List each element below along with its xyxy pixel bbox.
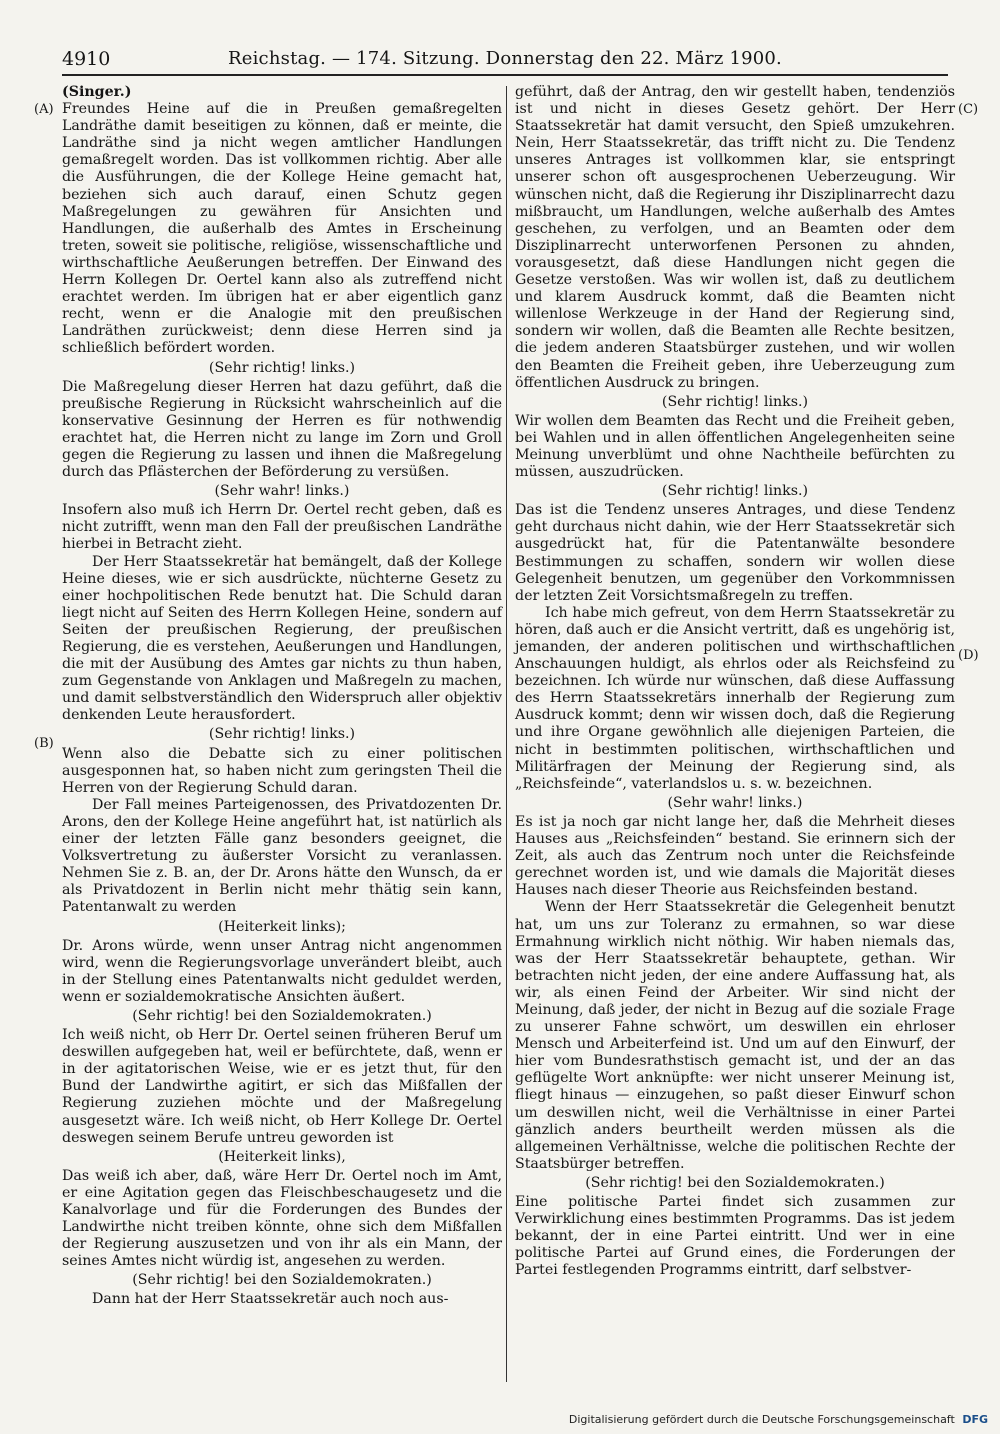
paragraph: Insofern also muß ich Herrn Dr. Oertel recht geben, daß es nicht zutrifft, wenn man den Fall der preußischen Landräthe hierbei in Betracht zieht. (62, 502, 502, 553)
paragraph: Wir wollen dem Beamten das Recht und die Freiheit geben, bei Wahlen und in allen öffentlichen Angelegenheiten seine Meinung unverblümt und ohne Nachtheile befürchten zu müssen, auszudrücken. (515, 412, 955, 481)
interjection: (Sehr richtig! bei den Sozialdemokraten.) (132, 1007, 432, 1024)
interjection: (Heiterkeit links); (218, 918, 346, 935)
paragraph: Wenn also die Debatte sich zu einer politischen ausgesponnen hat, so haben nicht zum geringsten Theil die Herren von der Regierung Schuld daran. (62, 745, 502, 796)
paragraph: Das ist die Tendenz unseres Antrages, und diese Tendenz geht durchaus nicht dahin, wie der Herr Staatssekretär sich ausgedrückt hat, für die Patentanwälte besondere Bestimmungen zu schaffen, sondern wir wollen diese Gelegenheit benutzen, um gegenüber den Vorkommnissen der letzten Zeit Vorsichtsmaßregeln zu treffen. (515, 502, 955, 604)
margin-mark-b: (B) (34, 736, 54, 751)
paragraph: Das weiß ich aber, daß, wäre Herr Dr. Oertel noch im Amt, er eine Agitation gegen das Fleischbeschaugesetz und die Kanalvorlage und für die Forderungen des Bundes der Landwirthe nicht treiben könnte, ohne sich dem Mißfallen der Regierung auszusetzen und von ihr als ein Mann, der seines Amtes nicht würdig ist, angesehen zu werden. (62, 1167, 502, 1270)
paragraph: geführt, daß der Antrag, den wir gestellt haben, tendenziös ist und nicht in dieses Gesetz gehört. Der Herr Staatssekretär hat damit versucht, den Spieß umzukehren. Nein, Herr Staatssekretär, das trifft nicht zu. Die Tendenz unseres Antrages ist vollkommen klar, sie entspringt unserer schon oft ausgesprochenen Ueberzeugung. Wir wünschen nicht, daß die Regierung ihr Disziplinarrecht dazu mißbraucht, um Handlungen, welche außerhalb des Amtes geschehen, zu verfolgen, und an Beamten oder dem Disziplinarrecht unterworfenen Personen zu ahnden, vorausgesetzt, daß diese Handlungen nicht gegen die Gesetze verstoßen. Was wir wollen ist, daß zu deutlichem und klarem Ausdruck kommt, daß die Beamten nicht willenlose Werkzeuge in der Hand der Regierung sind, sondern wir wollen, daß die Beamten alle Rechte besitzen, die jedem anderen Staatsbürger zustehen, und wir wollen den Beamten die Freiheit geben, ihre Ueberzeugung zum öffentlichen Ausdruck zu bringen. (515, 84, 955, 391)
paragraph: Es ist ja noch gar nicht lange her, daß die Mehrheit dieses Hauses aus „Reichsfeinden“ bestand. Sie erinnern sich der Zeit, als auch das Zentrum noch unter die Reichsfeinde gerechnet worden ist, und wie damals die Majorität dieses Hauses nach dieser Theorie aus Reichsfeinden bestand. (515, 813, 955, 899)
interjection: (Sehr richtig! links.) (208, 359, 356, 376)
interjection: (Sehr richtig! links.) (661, 483, 809, 500)
paragraph: Freundes Heine auf die in Preußen gemaßregelten Landräthe damit beseitigen zu können, daß er meinte, die Landräthe sind ja nicht wegen amtlicher Handlungen gemaßregelt worden. Das ist vollkommen richtig. Aber alle die Ausführungen, die der Kollege Heine gemacht hat, beziehen sich auch darauf, einen Schutz gegen Maßregelungen zu gewähren für Ansichten und Handlungen, die außerhalb des Amtes in Erscheinung treten, soweit sie politische, religiöse, wissenschaftliche und wirthschaftliche Aeußerungen betreffen. Der Einwand des Herrn Kollegen Dr. Oertel kann also als zutreffend nicht erachtet werden. Im übrigen hat er aber eigentlich ganz recht, wenn er die Analogie mit den preußischen Landräthen zurückweist; denn diese Herren sind ja schließlich befördert worden. (62, 101, 502, 357)
margin-mark-c: (C) (958, 102, 979, 117)
right-text-column (515, 84, 955, 1279)
paragraph: Eine politische Partei findet sich zusammen zur Verwirklichung eines bestimmten Programms. Das ist jedem bekannt, der in eine Partei eintritt. Und wer in eine politische Partei auf Grund eines, die Forderungen der Partei festlegenden Programms eintritt, darf selbstver- (515, 1194, 955, 1279)
interjection: (Sehr richtig! links.) (661, 393, 809, 410)
paragraph: Dann hat der Herr Staatssekretär auch noch aus- (92, 1291, 449, 1308)
dfg-logo: DFG (962, 1413, 988, 1426)
interjection: (Sehr richtig! bei den Sozialdemokraten.) (132, 1272, 432, 1289)
page-header (62, 44, 948, 76)
paragraph: Der Herr Staatssekretär hat bemängelt, daß der Kollege Heine dieses, wie er sich ausdrückte, nüchterne Gesetz zu einer hochpolitischen Rede benutzt hat. Die Schuld daran liegt nicht auf Seiten des Herrn Kollegen Heine, sondern auf Seiten der preußischen Regierung, der preußischen Regierung, die es verstehen, Aeußerungen und Handlungen, die mit der Ausübung des Amtes gar nichts zu thun haben, zum Gegenstande von Anklagen und Maßregeln zu machen, und damit selbstverständlich den Widerspruch aller objektiv denkenden Leute herausfordert. (62, 553, 502, 724)
paragraph: Die Maßregelung dieser Herren hat dazu geführt, daß die preußische Regierung in Rücksicht wahrscheinlich auf die konservative Gesinnung der Herren es für nothwendig erachtet hat, die Herren nicht zu lange im Zorn und Groll gegen die Regierung zu lassen und ihnen die Maßregelung durch das Pflästerchen der Beförderung zu versüßen. (62, 378, 502, 481)
interjection: (Sehr wahr! links.) (667, 794, 803, 811)
paragraph: Wenn der Herr Staatssekretär die Gelegenheit benutzt hat, um uns zur Toleranz zu ermahnen, so war diese Ermahnung wirklich nicht nöthig. Wir haben niemals das, was der Herr Staatssekretär behauptete, gethan. Wir betrachten nicht jeden, der eine andere Auffassung hat, als wir, als einen Feind der Arbeiter. Wir sind nicht der Meinung, daß jeder, der nicht in Bezug auf die soziale Frage zu unserer Fahne schwört, um deswillen ein ehrloser Mensch und Arbeiterfeind ist. Und um auf den Einwurf, der hier vom Bundesrathstisch gemacht ist, und der an das geflügelte Wort anknüpfte: wer nicht unserer Meinung ist, fliegt hinaus — einzugehen, so paßt dieser Einwurf schon um deswillen nicht, weil die Verhältnisse in einer Partei gänzlich anders beurtheilt werden müssen als die allgemeinen Verhältnisse, welche die politischen Rechte der Staatsbürger betreffen. (515, 899, 955, 1172)
column-divider (506, 86, 507, 1382)
page-number: 4910 (62, 48, 111, 70)
interjection: (Sehr richtig! links.) (208, 726, 356, 743)
interjection: (Heiterkeit links), (218, 1148, 346, 1165)
speaker-name: (Singer.) (62, 84, 132, 100)
left-text-column (62, 84, 502, 1309)
running-title: Reichstag. — 174. Sitzung. Donnerstag den 22. März 1900. (228, 48, 782, 69)
interjection: (Sehr richtig! bei den Sozialdemokraten.) (585, 1174, 885, 1191)
margin-mark-d: (D) (958, 648, 979, 663)
paragraph: Ich habe mich gefreut, von dem Herrn Staatssekretär zu hören, daß auch er die Ansicht vertritt, daß es ungehörig ist, jemanden, der anderen politischen und wirthschaftlichen Anschauungen huldigt, als ehrlos oder als Reichsfeind zu bezeichnen. Ich würde nur wünschen, daß diese Auffassung des Herrn Staatssekretärs innerhalb der Regierung zum Ausdruck kommt; denn wir wissen doch, daß die Regierung und ihre Organe gewöhnlich alle diejenigen Parteien, die nicht in bestimmten politischen, wirthschaftlichen und Militärfragen der Meinung der Regierung sind, als „Reichsfeinde“, vaterlandslos u. s. w. bezeichnen. (515, 604, 955, 792)
interjection: (Sehr wahr! links.) (214, 483, 350, 500)
paragraph: Der Fall meines Parteigenossen, des Privatdozenten Dr. Arons, den der Kollege Heine angeführt hat, ist natürlich als einer der letzten Fälle ganz besonders geeignet, die Volksvertretung zu äußerster Vorsicht zu veranlassen. Nehmen Sie z. B. an, der Dr. Arons hätte den Wunsch, da er als Privatdozent in Berlin nicht mehr thätig sein kann, Patentanwalt zu werden (62, 796, 502, 916)
paragraph: Dr. Arons würde, wenn unser Antrag nicht angenommen wird, wenn die Regierungsvorlage unverändert bleibt, auch in der Stellung eines Patentanwalts nicht geduldet werden, wenn er sozialdemokratische Ansichten äußert. (62, 937, 502, 1005)
paragraph: Ich weiß nicht, ob Herr Dr. Oertel seinen früheren Beruf um deswillen aufgegeben hat, weil er befürchtete, daß, wenn er in der agitatorischen Weise, wie er es jetzt thut, für den Bund der Landwirthe agitirt, er sich das Mißfallen der Regierung zuziehen möchte und der Maßregelung ausgesetzt wäre. Ich weiß nicht, ob Herr Kollege Dr. Oertel deswegen seinem Berufe untreu geworden ist (62, 1027, 502, 1146)
margin-mark-a: (A) (34, 102, 54, 117)
footer-credit (569, 1413, 988, 1426)
footer-text: Digitalisierung gefördert durch die Deutsche Forschungsgemeinschaft (568, 1413, 955, 1426)
